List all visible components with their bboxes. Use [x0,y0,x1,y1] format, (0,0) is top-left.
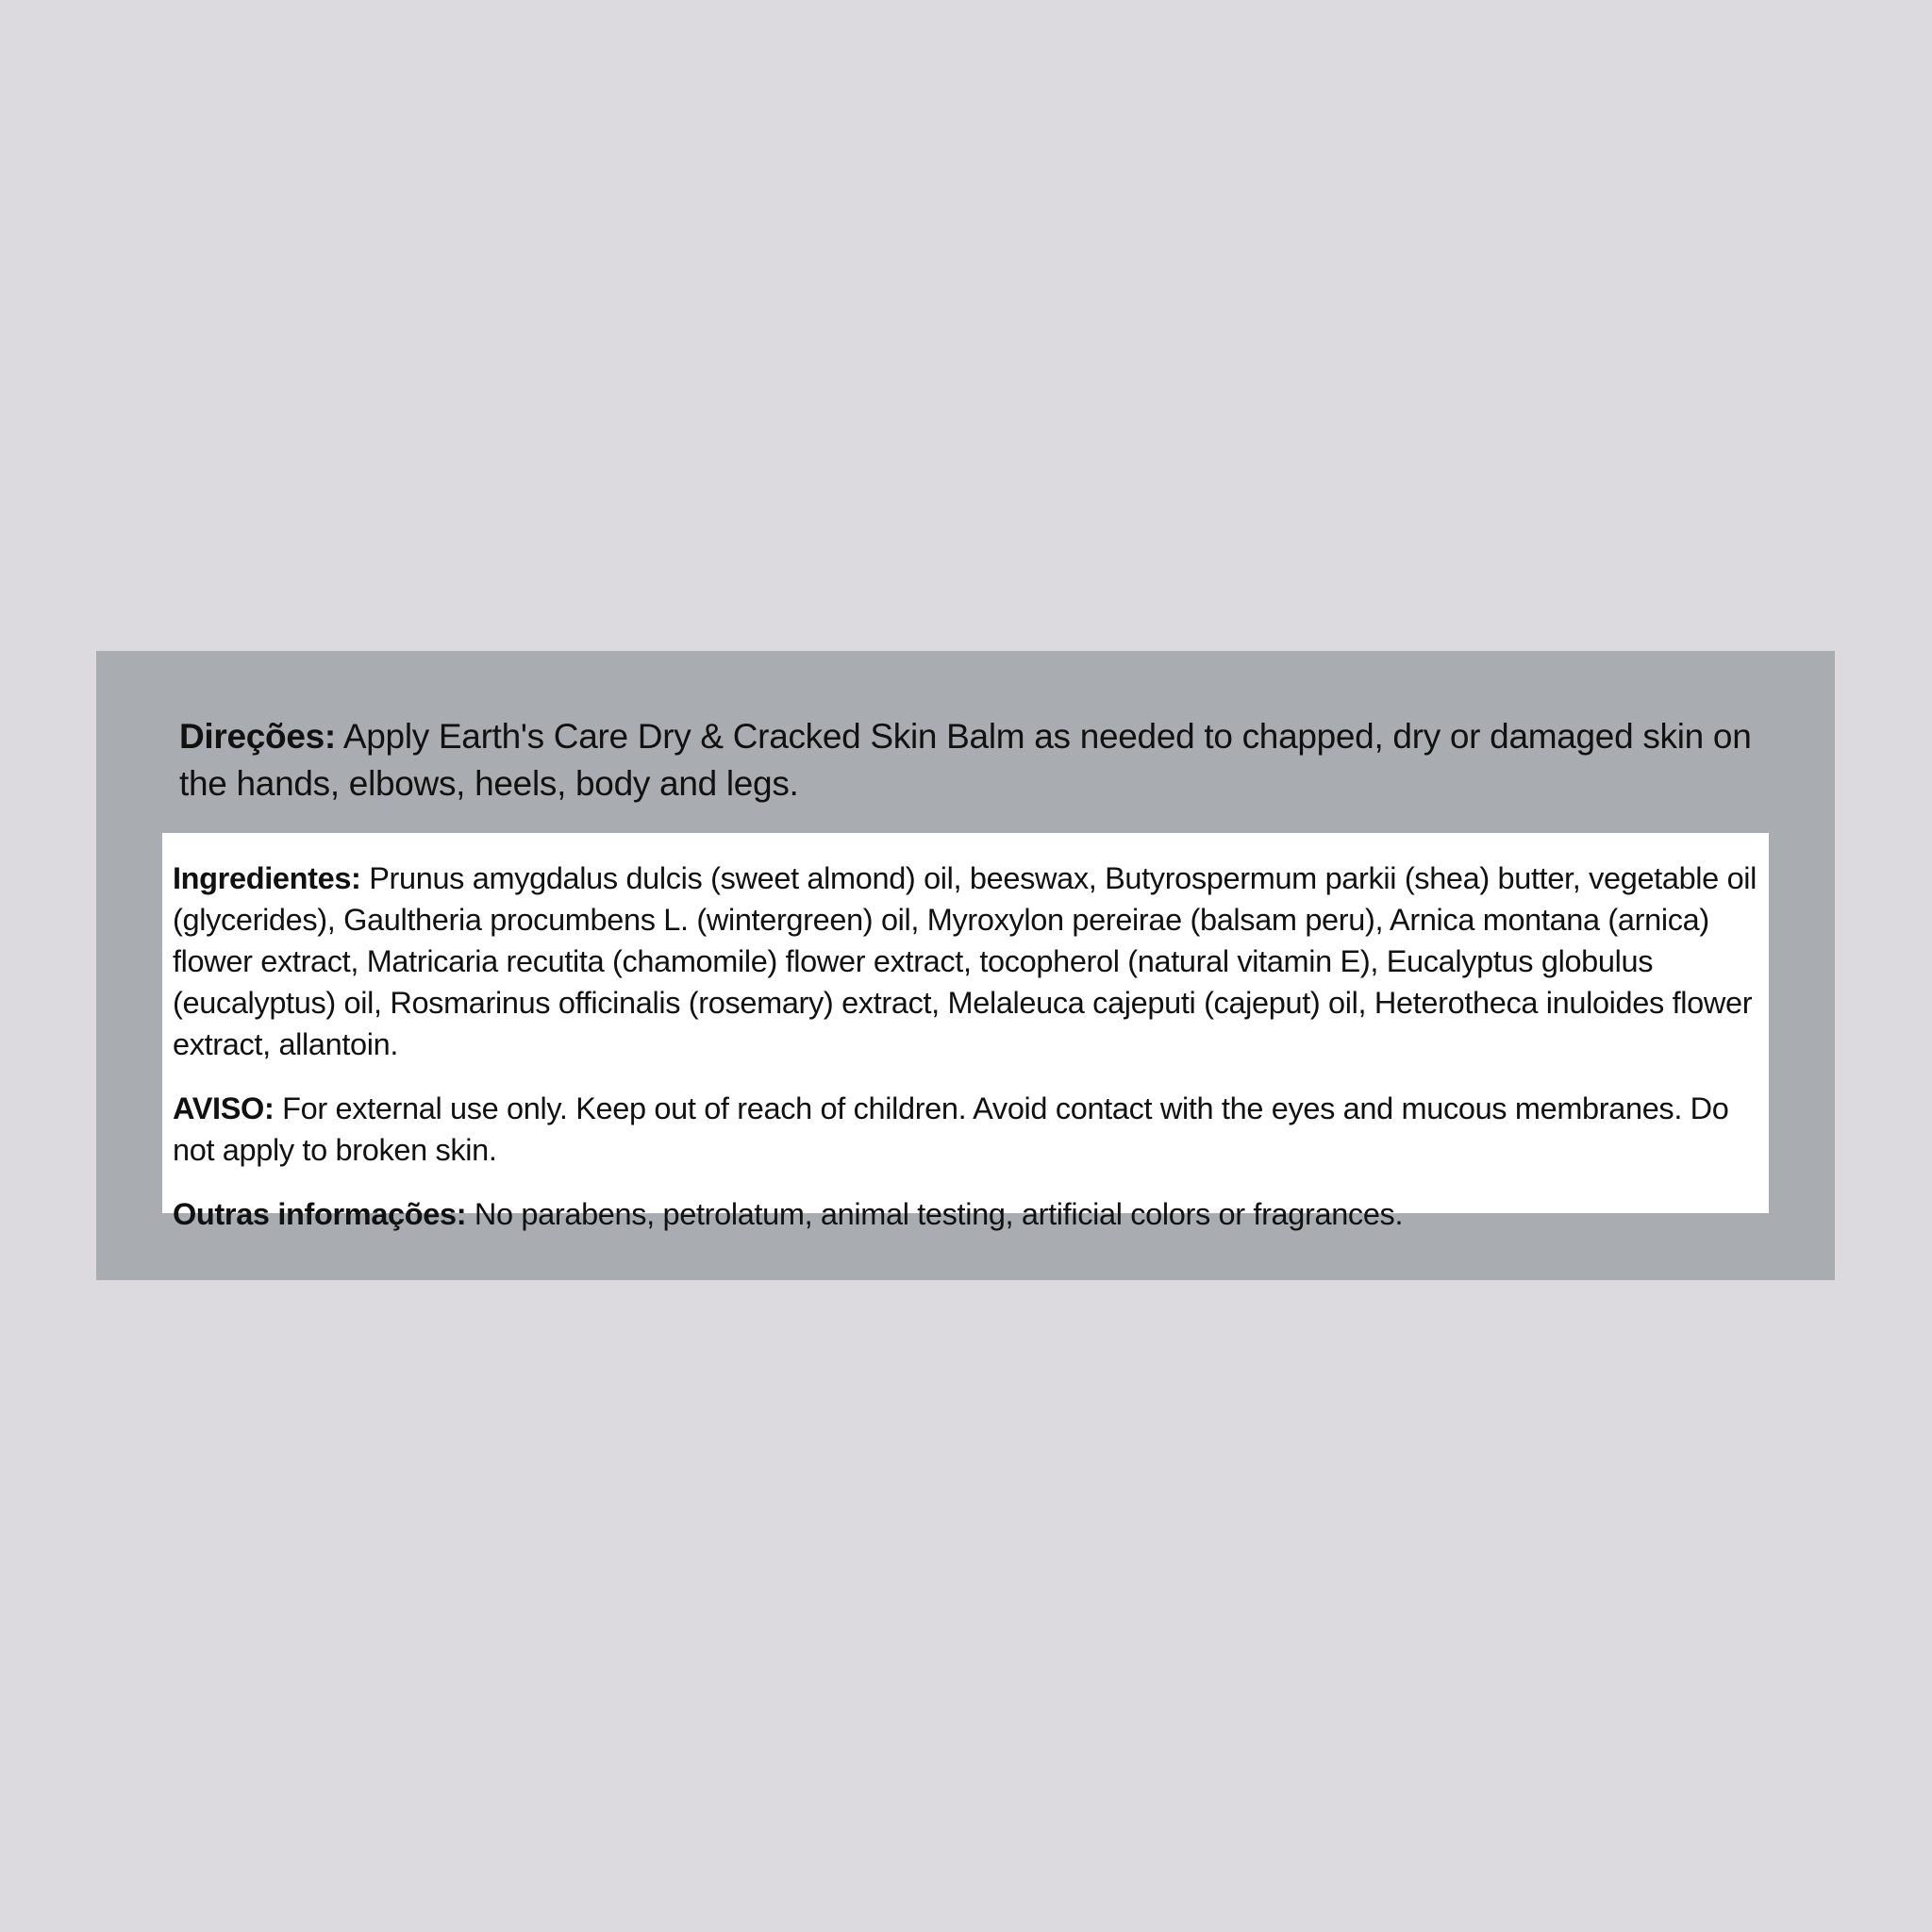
directions-heading: Direções: [179,717,336,756]
info-box [162,833,1769,1231]
warning-text: For external use only. Keep out of reach of children. Avoid contact with the eyes and mucous membranes. Do not apply to broken skin. [173,1091,1729,1167]
other-info-heading: Outras informações: [173,1197,467,1231]
ingredients-text: Prunus amygdalus dulcis (sweet almond) oil, beeswax, Butyrospermum parkii (shea) butter, vegetable oil (glycerides), Gaultheria procumbens L. (wintergreen) oil, Myroxylon pereirae (balsam peru), Arnica montana (arnica) flower extract, Matricaria recutita (chamomile) flower extract, tocopherol (natural vitamin E), Eucalyptus globulus (eucalyptus) oil, Rosmarinus officinalis (rosemary) extract, Melaleuca cajeputi (cajeput) oil, Heterotheca inuloides flower extract, allantoin. [173,861,1757,1061]
warning-heading: AVISO: [173,1091,275,1125]
other-info-section [173,1193,1759,1235]
other-info-text: No parabens, petrolatum, animal testing, artificial colors or fragrances. [474,1197,1404,1231]
label-panel [96,651,1835,1280]
ingredients-section [173,858,1759,1065]
directions-section [179,713,1774,808]
ingredients-heading: Ingredientes: [173,861,361,895]
warning-section [173,1088,1759,1171]
directions-text: Apply Earth's Care Dry & Cracked Skin Balm as needed to chapped, dry or damaged skin on the hands, elbows, heels, body and legs. [179,717,1752,803]
